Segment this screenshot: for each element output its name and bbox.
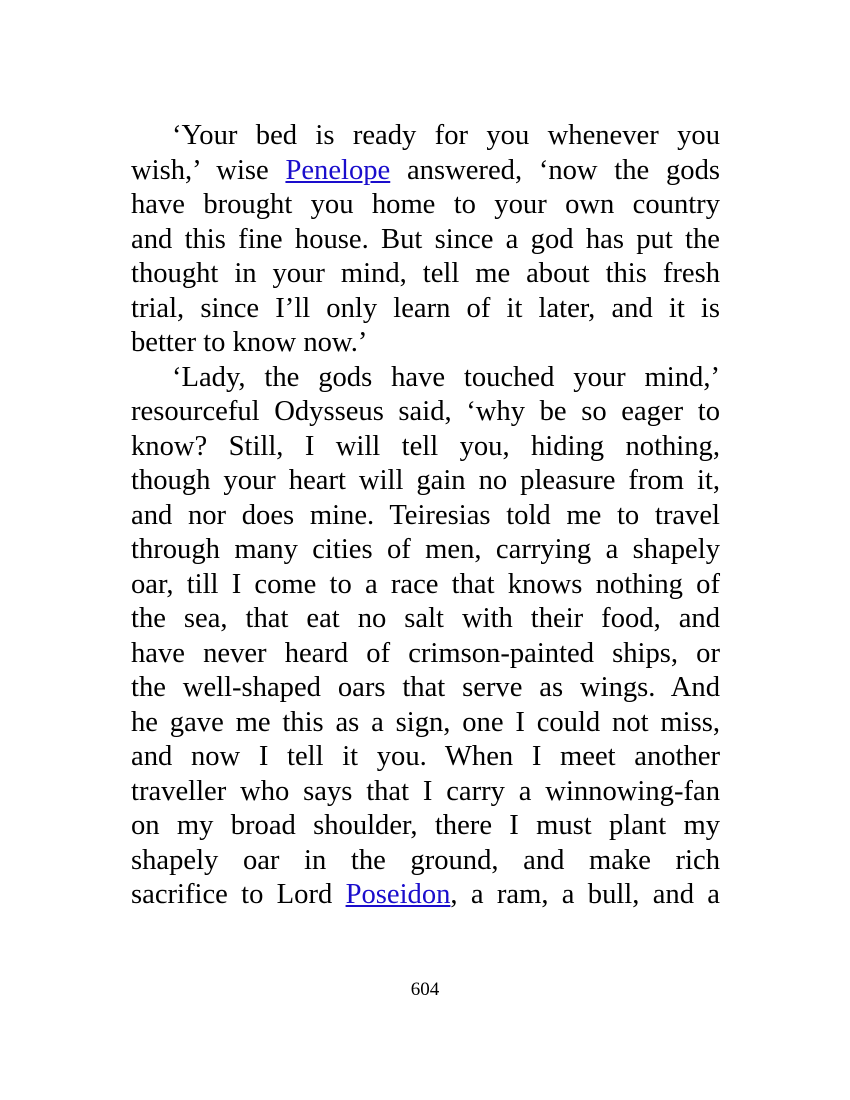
text-line: ‘Lady, the gods have touched your mind,’	[172, 361, 720, 393]
link-penelope[interactable]: Penelope	[285, 154, 391, 186]
text-line: through many cities of men, carrying a shapely	[131, 534, 720, 565]
text-line: and now I tell it you. When I meet another	[131, 741, 720, 772]
text-line: thought in your mind, tell me about this fresh	[131, 258, 720, 289]
text-line: trial, since I’ll only learn of it later, and it is	[131, 292, 720, 324]
text-line: better to know now.’	[131, 327, 368, 358]
link-poseidon[interactable]: Poseidon	[345, 879, 451, 910]
text-line: though your heart will gain no pleasure from it,	[131, 465, 720, 496]
text-line: oar, till I come to a race that knows nothing of	[131, 568, 720, 600]
text-line: traveller who says that I carry a winnowing-fan	[131, 775, 720, 807]
text-line	[131, 154, 720, 189]
text-line: shapely oar in the ground, and make rich	[131, 844, 720, 876]
text-line: have never heard of crimson-painted ships, or	[131, 637, 720, 669]
text-fragment: sacrifice to Lord	[131, 879, 346, 910]
text-line: the sea, that eat no salt with their food, and	[131, 603, 720, 634]
text-fragment: , a ram, a bull, and a	[450, 879, 720, 910]
page-number: 604	[410, 979, 440, 1000]
text-line: the well-shaped oars that serve as wings. And	[131, 672, 720, 703]
text-line	[131, 878, 720, 913]
text-line: he gave me this as a sign, one I could not miss,	[131, 706, 720, 738]
text-fragment: wish,’ wise	[131, 154, 286, 186]
text-fragment: answered, ‘now the gods	[390, 154, 720, 186]
text-line: ‘Your bed is ready for you whenever you	[172, 120, 720, 151]
text-line: know? Still, I will tell you, hiding nothing,	[131, 430, 720, 462]
body-text	[131, 119, 720, 913]
text-line: on my broad shoulder, there I must plant my	[131, 810, 720, 841]
text-line: have brought you home to your own country	[131, 189, 720, 220]
text-line: and nor does mine. Teiresias told me to travel	[131, 499, 720, 531]
text-line: and this fine house. But since a god has put the	[131, 223, 720, 255]
text-line: resourceful Odysseus said, ‘why be so eager to	[131, 396, 720, 427]
